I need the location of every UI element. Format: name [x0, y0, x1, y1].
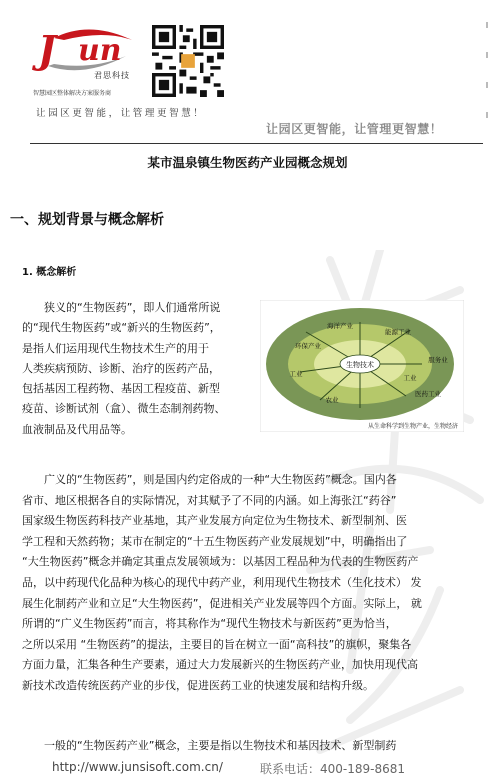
footer-phone: 联系电话：400-189-8681	[260, 762, 406, 776]
text-line: 学工程和天然药物；某市在制定的“十五生物医药产业发展规划”中，明确指出了	[22, 534, 408, 548]
company-tagline-small: 智慧园区整体解决方案服务商	[33, 90, 112, 97]
paragraph-narrow-definition	[22, 298, 254, 440]
text-line: 省市、地区根据各自的实际情况，对其赋予了不同的内涵。如上海张江“药谷”	[22, 493, 397, 507]
text-line: 新技术改造传统医药产业的步伐，促进医药工业的快速发展和结构升级。	[22, 678, 374, 692]
text-line: 人类疾病预防、诊断、治疗的医药产品，	[22, 361, 220, 375]
logo-letters-un: un	[78, 33, 122, 68]
diagram-label: 服务业	[428, 356, 448, 364]
text-line: “大生物医药”概念并确定其重点发展领域为：以基因工程品种为代表的生物医药产	[22, 555, 419, 569]
text-line: 方面力量，汇集各种生产要素，通过大力发展新兴的生物医药产业，加快用现代高	[22, 658, 418, 672]
bio-industry-diagram	[260, 300, 464, 432]
text-line: 包括基因工程药物、基因工程疫苗、新型	[22, 382, 220, 396]
diagram-label: 海洋产业	[327, 322, 353, 330]
header-slogan: 让园区更智能，让管理更智慧！	[266, 122, 443, 136]
logo-letter-j: J	[38, 27, 56, 72]
text-line: 狭义的“生物医药”，即人们通常所说	[44, 301, 221, 314]
text-line: 所谓的“广义生物医药”而言，将其称作为“现代生物技术与新医药”更为恰当，	[22, 617, 397, 631]
subsection-heading: 1. 概念解析	[22, 267, 77, 278]
page-edge-marks	[484, 22, 490, 122]
logo-chinese-name: 君思科技	[94, 71, 130, 80]
paragraph-broad-definition	[22, 470, 422, 697]
paragraph-industry-definition	[22, 737, 396, 753]
text-line: 展生化制药产业和立足“大生物医药”，促进相关产业发展等四个方面。实际上， 就	[22, 596, 422, 610]
text-line: 广义的“生物医药”，则是国内约定俗成的一种“大生物医药”概念。国内各	[44, 473, 397, 486]
document-title: 某市温泉镇生物医药产业园概念规划	[147, 155, 348, 170]
qr-code-icon	[152, 25, 224, 97]
text-line: 品，以中药现代化品种为核心的现代中药产业，利用现代生物技术（生化技术） 发	[22, 575, 422, 589]
section-heading: 一、规划背景与概念解析	[10, 212, 164, 228]
page-footer	[0, 758, 495, 782]
text-line: 的“现代生物医药”或“新兴的生物医药”，	[22, 321, 221, 335]
diagram-caption: 从生命科学到生物产业，生物经济	[367, 423, 458, 430]
diagram-center-label: 生物技术	[346, 361, 374, 369]
text-line: 国家级生物医药科技产业基地，其产业发展方向定位为生物技术、新型制剂、医	[22, 514, 407, 528]
header-divider	[30, 143, 483, 144]
diagram-label: 农业	[325, 396, 339, 404]
footer-website-link[interactable]: http://www.junsisoft.com.cn/	[52, 760, 223, 774]
text-line: 疫苗、诊断试剂（盒）、微生态制剂药物、	[22, 402, 226, 416]
diagram-label: 医药工业	[415, 390, 441, 398]
text-line: 之所以采用 “生物医药”的提法，主要目的旨在树立一面“高科技”的旗帜，聚集各	[22, 637, 412, 651]
text-line: 一般的“生物医药产业”概念，主要是指以生物技术和基因技术、新型制药	[44, 739, 397, 752]
company-tagline: 让园区更智能，让管理更智慧！	[36, 108, 206, 119]
diagram-label: 工业	[289, 370, 303, 378]
company-logo	[38, 26, 138, 86]
diagram-label: 环保产业	[295, 342, 321, 350]
text-line: 是指人们运用现代生物技术生产的用于	[22, 341, 209, 355]
diagram-label: 能源工业	[385, 328, 411, 336]
diagram-label: 工业	[403, 374, 417, 382]
text-line: 血液制品及代用品等。	[22, 422, 132, 436]
